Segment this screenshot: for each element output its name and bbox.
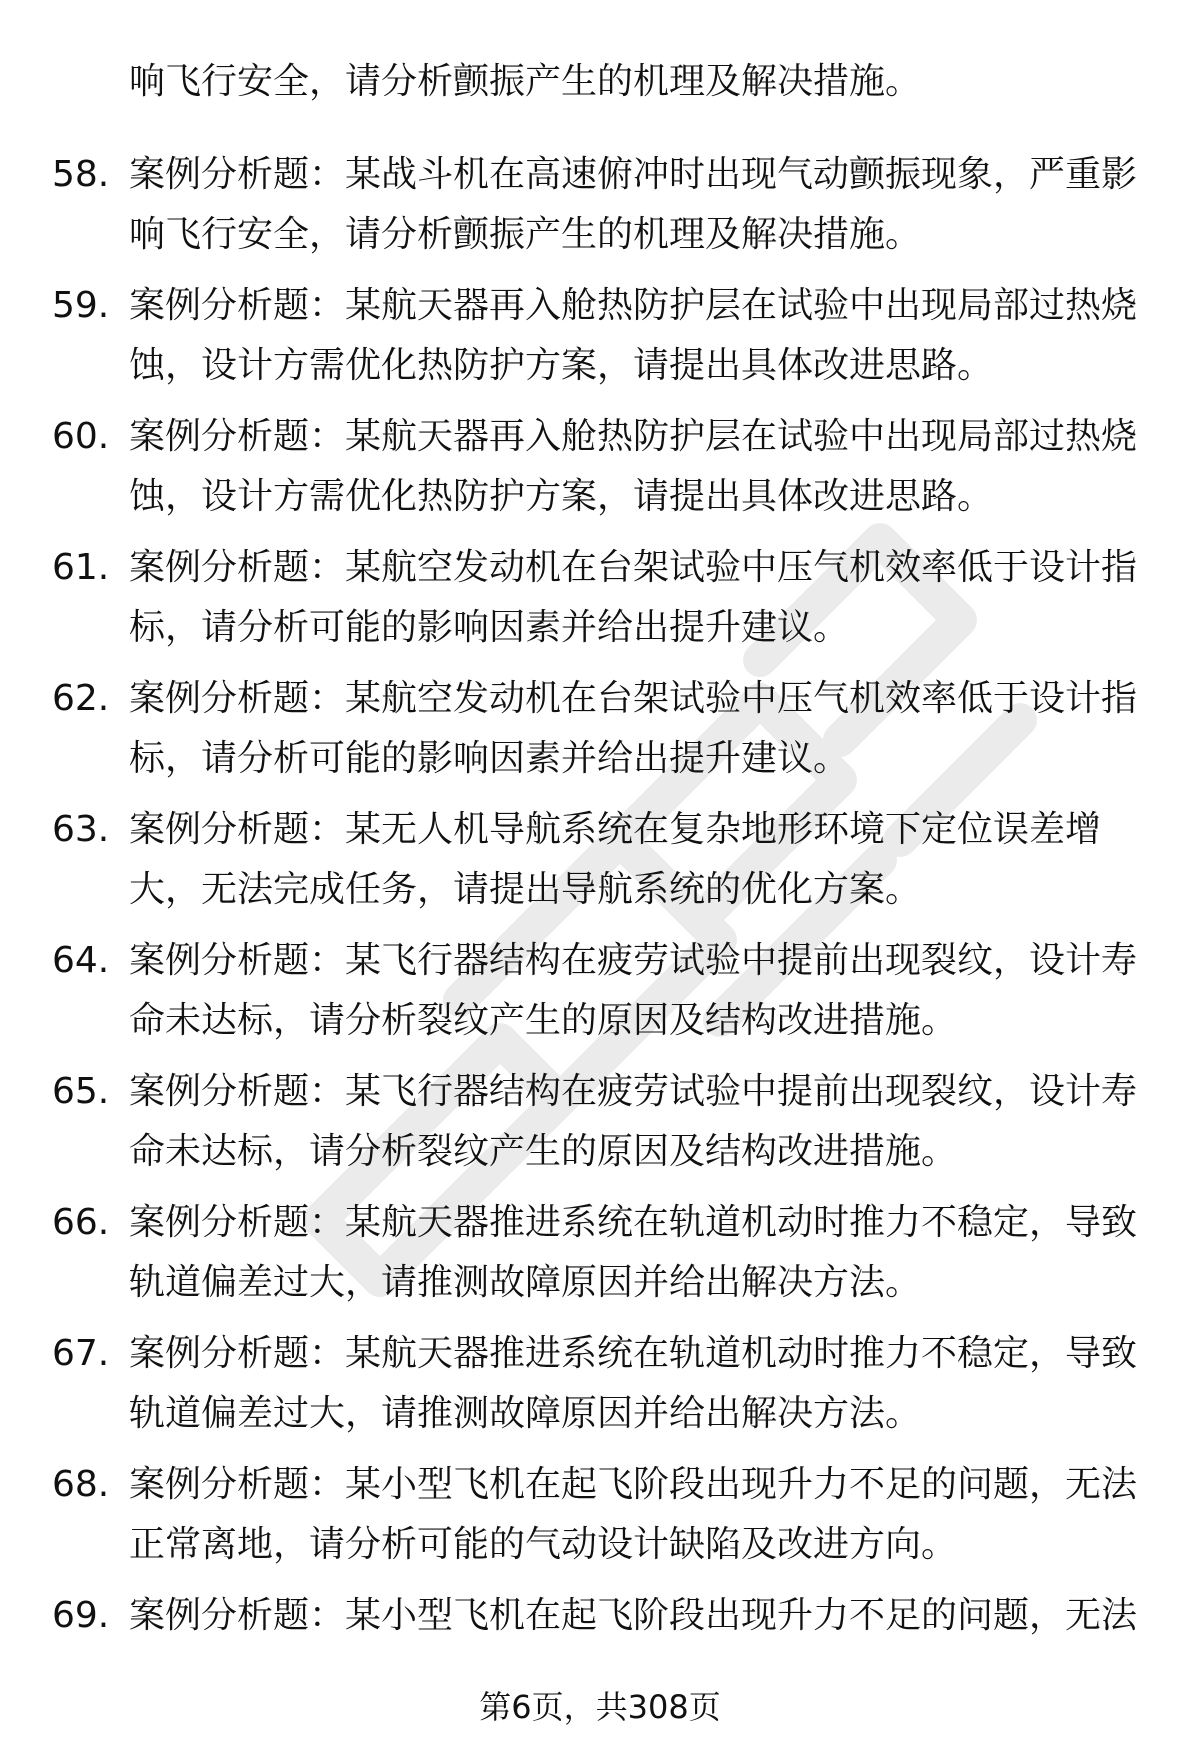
question-item xyxy=(0,669,1200,800)
question-item xyxy=(0,1062,1200,1193)
question-text: 案例分析题：某飞行器结构在疲劳试验中提前出现裂纹，设计寿 命未达标，请分析裂纹产生的原因及结构改进措施。 xyxy=(129,1071,1138,1172)
question-text: 案例分析题：某战斗机在高速俯冲时出现气动颤振现象，严重影 响飞行安全，请分析颤振产生的机理及解决措施。 xyxy=(129,154,1138,255)
continued-question-text: 响飞行安全，请分析颤振产生的机理及解决措施。 xyxy=(129,61,922,102)
question-number: 65. xyxy=(52,1071,110,1112)
question-item xyxy=(0,1324,1200,1455)
question-number: 64. xyxy=(52,940,110,981)
question-text: 案例分析题：某小型飞机在起飞阶段出现升力不足的问题，无法 正常离地，请分析可能的气动设计缺陷及改进方向。 xyxy=(129,1464,1138,1565)
question-text: 案例分析题：某航空发动机在台架试验中压气机效率低于设计指 标，请分析可能的影响因素并给出提升建议。 xyxy=(129,678,1138,779)
question-list xyxy=(0,145,1200,1717)
question-text: 案例分析题：某航天器推进系统在轨道机动时推力不稳定，导致 轨道偏差过大，请推测故障原因并给出解决方法。 xyxy=(129,1333,1138,1434)
question-item xyxy=(0,800,1200,931)
question-text: 案例分析题：某航天器再入舱热防护层在试验中出现局部过热烧 蚀，设计方需优化热防护方案，请提出具体改进思路。 xyxy=(129,416,1138,517)
page-footer: 第6页，共308页 xyxy=(479,1688,721,1726)
question-item xyxy=(0,931,1200,1062)
question-text: 案例分析题：某小型飞机在起飞阶段出现升力不足的问题，无法 xyxy=(129,1595,1138,1636)
question-item xyxy=(0,538,1200,669)
question-number: 67. xyxy=(52,1333,110,1374)
question-number: 63. xyxy=(52,809,110,850)
question-number: 66. xyxy=(52,1202,110,1243)
question-text: 案例分析题：某飞行器结构在疲劳试验中提前出现裂纹，设计寿 命未达标，请分析裂纹产生的原因及结构改进措施。 xyxy=(129,940,1138,1041)
question-number: 69. xyxy=(52,1595,110,1636)
question-number: 62. xyxy=(52,678,110,719)
question-number: 61. xyxy=(52,547,110,588)
question-item xyxy=(0,407,1200,538)
question-number: 60. xyxy=(52,416,110,457)
question-number: 68. xyxy=(52,1464,110,1505)
question-text: 案例分析题：某航天器再入舱热防护层在试验中出现局部过热烧 蚀，设计方需优化热防护方案，请提出具体改进思路。 xyxy=(129,285,1138,386)
question-text: 案例分析题：某航天器推进系统在轨道机动时推力不稳定，导致 轨道偏差过大，请推测故障原因并给出解决方法。 xyxy=(129,1202,1138,1303)
question-item xyxy=(0,145,1200,276)
question-item xyxy=(0,276,1200,407)
question-item xyxy=(0,1455,1200,1586)
question-item xyxy=(0,1193,1200,1324)
question-number: 58. xyxy=(52,154,110,195)
question-number: 59. xyxy=(52,285,110,326)
question-text: 案例分析题：某无人机导航系统在复杂地形环境下定位误差增 大，无法完成任务，请提出导航系统的优化方案。 xyxy=(129,809,1102,910)
question-text: 案例分析题：某航空发动机在台架试验中压气机效率低于设计指 标，请分析可能的影响因素并给出提升建议。 xyxy=(129,547,1138,648)
